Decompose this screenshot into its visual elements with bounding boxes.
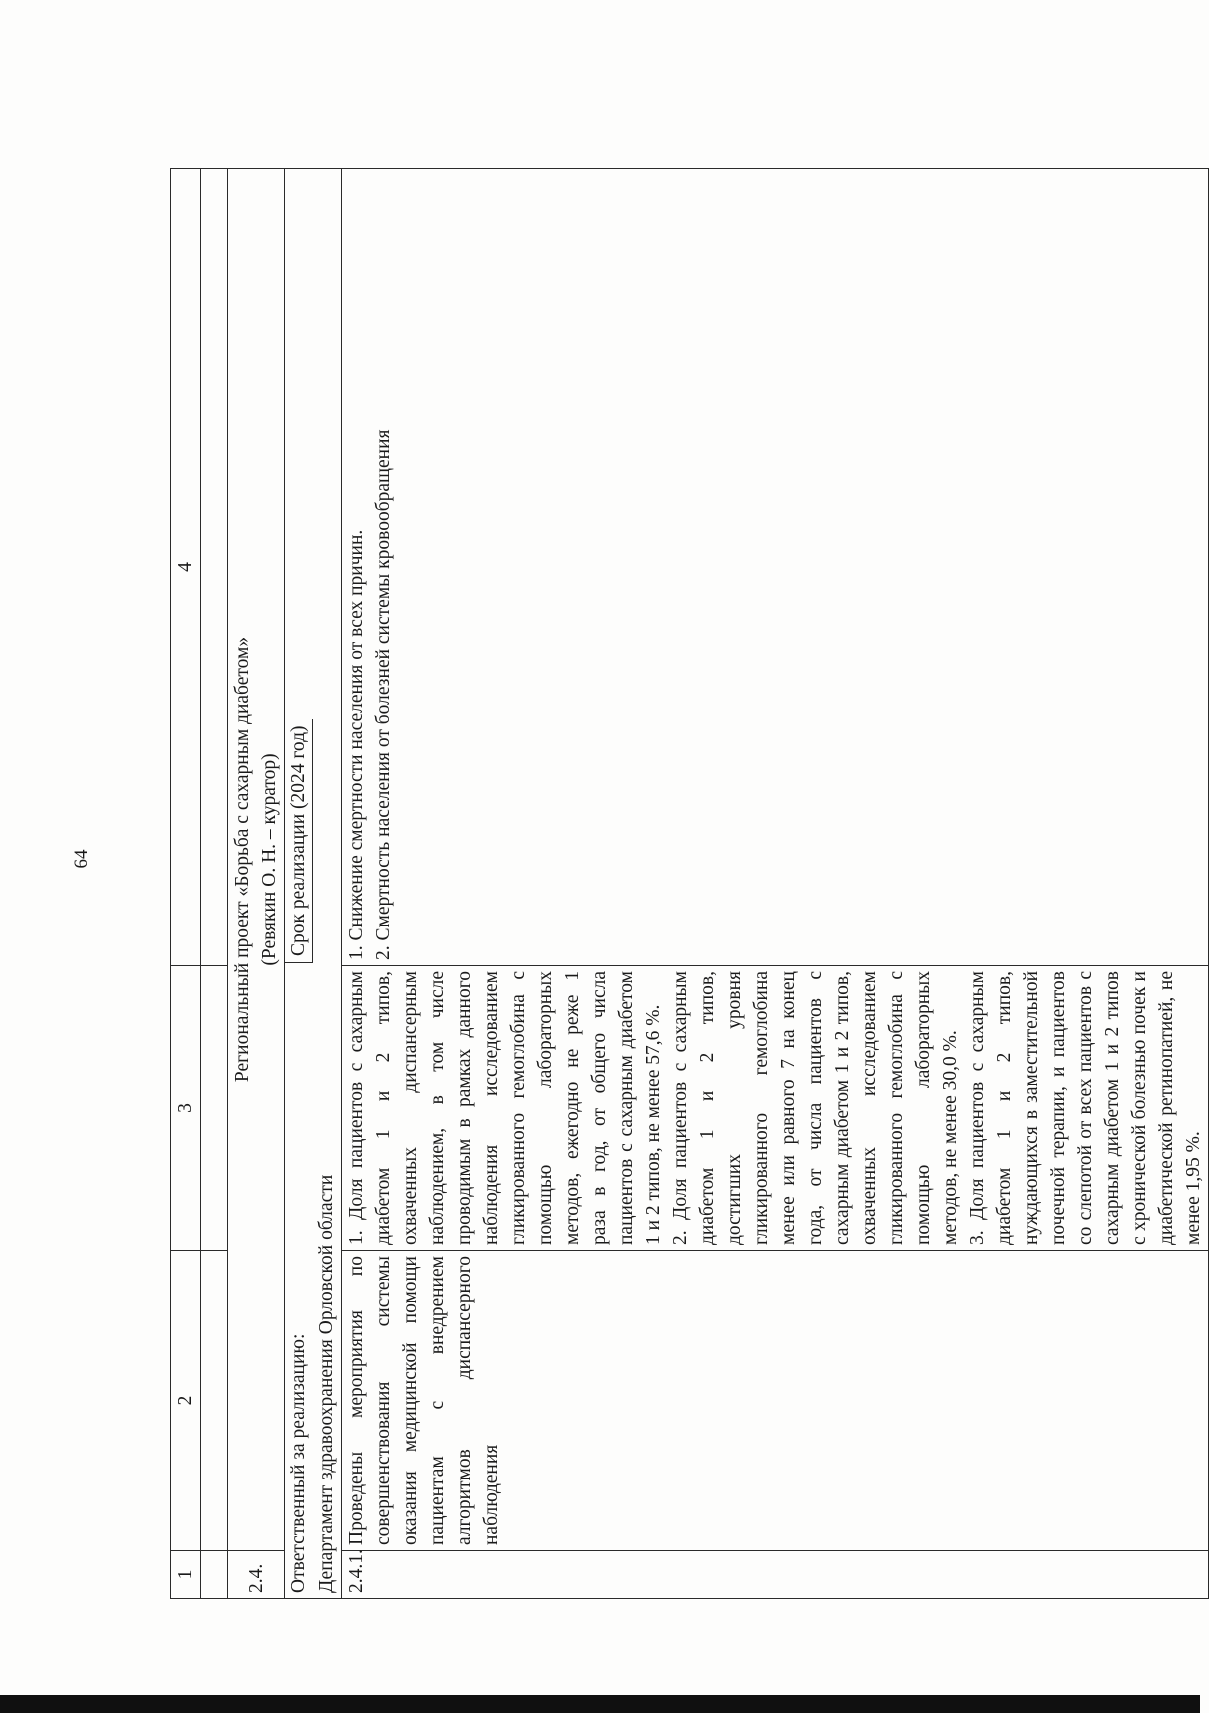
result-item: 3. Доля пациентов с сахарным диабетом 1 и 2 типов, нуждающихся в заместительной почечной терапии, и пациентов со слепотой от всех пациентов с сахарным диабетом 1 и 2 типов с хронической болезнью почек и диабетической ретинопатией, не менее 1,95 %. [967, 971, 1204, 1245]
project-curator: (Ревякин О. Н. – куратор) [259, 753, 280, 966]
indicator-item: 1. Снижение смертности населения от всех причин. [346, 529, 367, 960]
project-title-cell [228, 169, 285, 1551]
project-number: 2.4. [228, 1551, 285, 1599]
column-header-2: 2 [171, 1251, 201, 1551]
result-item: 1. Доля пациентов с сахарным диабетом 1 и 2 типов, охваченных диспансерным наблюдением, в том числе проводимым в рамках данного наблюдения исследованием гликированного гемоглобина с помощью лабораторных методов, ежегодно не реже 1 раза в год, от общего числа пациентов с сахарным диабетом 1 и 2 типов, не менее 57,6 %. [346, 971, 664, 1245]
activity-description: Проведены мероприятия по совершенствования системы оказания медицинской помощи пациентам с внедрением алгоритмов диспансерного наблюдения [342, 1251, 1209, 1551]
responsible-cell [285, 169, 342, 1599]
activity-results [342, 966, 1209, 1251]
responsible-label: Ответственный за реализацию: [288, 1333, 309, 1593]
activity-number: 2.4.1. [342, 1551, 1209, 1599]
indicator-item: 2. Смертность населения от болезней системы кровообращения [373, 429, 394, 960]
column-header-row [171, 169, 201, 1599]
plan-table [170, 168, 1209, 1599]
activity-row [342, 169, 1209, 1599]
scan-bottom-edge [0, 1695, 1200, 1713]
activity-indicators [342, 169, 1209, 966]
implementation-term: Срок реализации (2024 год) [285, 719, 313, 963]
result-item: 2. Доля пациентов с сахарным диабетом 1 и 2 типов, достигших уровня гликированного гемоглобина менее или равного 7 на конец года, от числа пациентов с сахарным диабетом 1 и 2 типов, охваченных исследованием гликированного гемоглобина с помощью лабораторных методов, не менее 30,0 %. [670, 971, 961, 1245]
document-table-rotated [170, 169, 1204, 1599]
responsible-row [285, 169, 342, 1599]
spacer-row [201, 169, 228, 1599]
project-row [228, 169, 285, 1599]
project-title: Региональный проект «Борьба с сахарным диабетом» [232, 636, 253, 1083]
responsible-department: Департамент здравоохранения Орловской области [316, 1174, 337, 1593]
column-header-3: 3 [171, 966, 201, 1251]
page-number: 64 [71, 849, 92, 869]
column-header-1: 1 [171, 1551, 201, 1599]
column-header-4: 4 [171, 169, 201, 966]
